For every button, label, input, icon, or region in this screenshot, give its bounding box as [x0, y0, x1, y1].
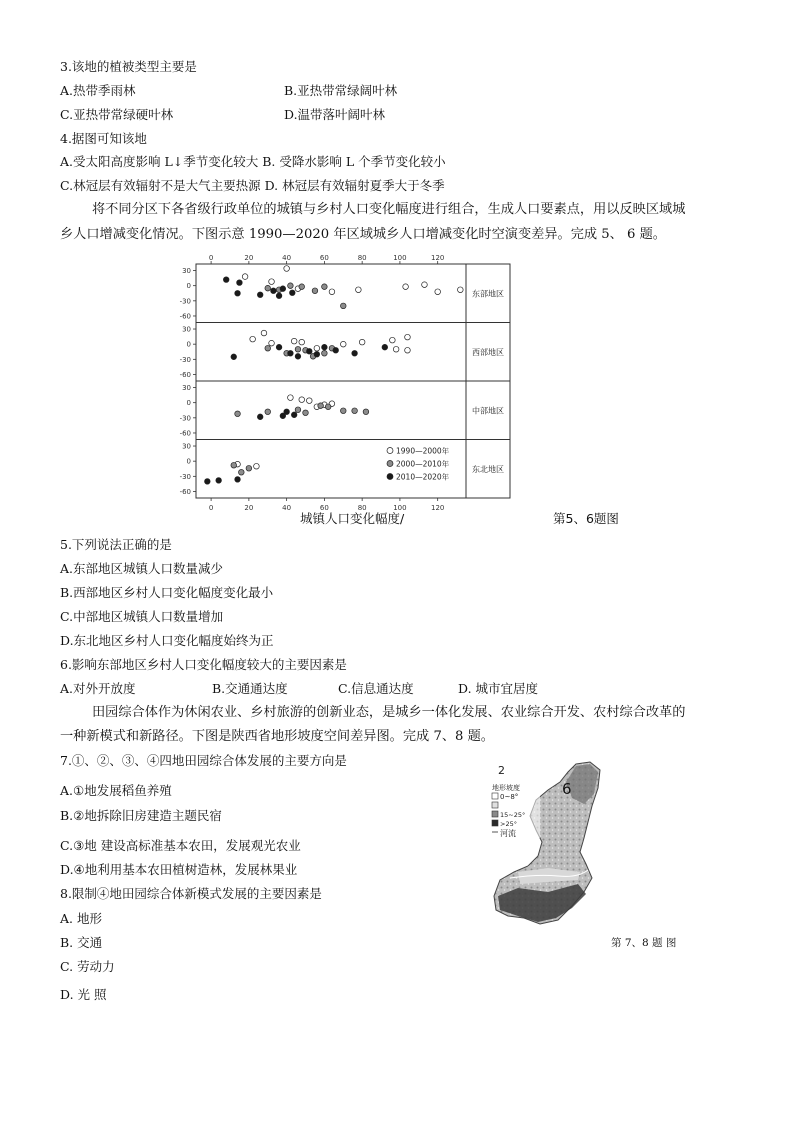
q5-option-c: C.中部地区城镇人口数量增加	[60, 609, 224, 624]
data-point	[250, 336, 256, 342]
legend-label: 1990—2000年	[396, 446, 450, 456]
q8-stem: 8.限制④地田园综合体新模式发展的主要因素是	[60, 886, 322, 901]
q6-option-a: A.对外开放度	[60, 681, 136, 696]
legend-swatch-15-25	[492, 811, 498, 817]
y-tick-label: -60	[179, 487, 191, 496]
shaanxi-slope-map-svg	[488, 760, 610, 928]
chart-caption: 第5、6题图	[553, 511, 619, 526]
legend-label-river: 河流	[500, 829, 516, 838]
data-point	[306, 348, 312, 354]
data-point	[352, 350, 358, 356]
data-point	[237, 280, 243, 286]
legend-marker	[387, 461, 393, 467]
q3-option-c: C.亚热带常绿硬叶林	[60, 107, 174, 122]
data-point	[261, 330, 267, 336]
data-point	[393, 346, 399, 352]
data-point	[295, 407, 301, 413]
data-point	[216, 478, 222, 484]
legend-swatch-25	[492, 820, 498, 826]
data-point	[265, 409, 271, 415]
data-point	[288, 395, 294, 401]
panel-label: 东部地区	[472, 289, 504, 299]
x-tick-label-top: 60	[319, 254, 329, 262]
data-point	[235, 290, 241, 296]
q6-option-b: B.交通通达度	[212, 681, 288, 696]
y-tick-label: 30	[182, 384, 191, 393]
y-tick-label: 0	[186, 399, 191, 408]
data-point	[405, 334, 411, 340]
map-caption: 第 7、8 题 图	[611, 937, 677, 949]
x-tick-label-bottom: 120	[430, 504, 445, 512]
q3-stem: 3.该地的植被类型主要是	[60, 59, 197, 74]
legend-label: 2000—2010年	[396, 459, 450, 469]
x-tick-label-bottom: 100	[393, 504, 407, 512]
data-point	[288, 283, 294, 289]
y-tick-label: -30	[179, 472, 191, 481]
data-point	[257, 292, 263, 298]
panel-label: 西部地区	[472, 347, 504, 357]
data-point	[295, 353, 301, 359]
q4-stem: 4.据图可知该地	[60, 131, 147, 146]
data-point	[242, 274, 248, 280]
y-tick-label: -30	[179, 414, 191, 423]
legend-label-0-8: 0~8°	[500, 793, 519, 801]
q3-option-d: D.温带落叶阔叶林	[284, 107, 386, 122]
y-tick-label: 0	[186, 282, 191, 291]
intro-78-line2: 一种新模式和新路径。下图是陕西省地形坡度空间差异图。完成 7、8 题。	[60, 729, 494, 744]
x-tick-label-top: 40	[282, 254, 292, 262]
q7-option-b: B.②地拆除旧房建造主题民宿	[60, 808, 222, 823]
shaanxi-slope-map	[488, 760, 610, 928]
data-point	[246, 465, 252, 471]
data-point	[363, 409, 369, 415]
q5-option-b: B.西部地区乡村人口变化幅度变化最小	[60, 585, 274, 600]
data-point	[269, 279, 275, 285]
legend-label-15-25: 15~25°	[500, 811, 526, 819]
q6-option-c: C.信息通达度	[338, 681, 414, 696]
data-point	[329, 289, 335, 295]
intro-78-line1: 田园综合体作为休闲农业、乡村旅游的创新业态，是城乡一体化发展、农业综合开发、农村综合改革的	[92, 705, 686, 720]
data-point	[231, 462, 237, 468]
data-point	[314, 351, 320, 357]
intro-56-line2: 乡人口增减变化情况。下图示意 1990—2020 年区域城乡人口增减变化时空演变差异。完成 5、 6 题。	[60, 227, 666, 242]
chart-x-label: 城镇人口变化幅度/	[300, 511, 405, 526]
data-point	[458, 287, 464, 293]
legend-swatch-0-8	[492, 793, 498, 799]
data-point	[405, 347, 411, 353]
data-point	[284, 409, 290, 415]
y-tick-label: -30	[179, 297, 191, 306]
q3-option-b: B.亚热带常绿阔叶林	[284, 83, 398, 98]
data-point	[318, 403, 324, 409]
data-point	[291, 338, 297, 344]
data-point	[314, 345, 320, 351]
legend-label: 2010—2020年	[396, 472, 450, 482]
data-point	[322, 344, 328, 350]
data-point	[235, 411, 241, 417]
data-point	[382, 344, 388, 350]
data-point	[352, 408, 358, 414]
q8-option-c: C. 劳动力	[60, 959, 115, 974]
population-change-chart	[166, 252, 512, 514]
q8-option-d: D. 光 照	[60, 987, 107, 1002]
q6-option-d: D. 城市宜居度	[458, 681, 539, 696]
data-point	[254, 463, 260, 469]
x-tick-label-top: 20	[244, 254, 254, 262]
y-tick-label: 30	[182, 442, 191, 451]
q7-option-d: D.④地利用基本农田植树造林，发展林果业	[60, 862, 298, 877]
data-point	[265, 285, 271, 291]
data-point	[312, 288, 318, 294]
data-point	[239, 469, 245, 475]
q6-stem: 6.影响东部地区乡村人口变化幅度较大的主要因素是	[60, 657, 347, 672]
data-point	[322, 284, 328, 290]
y-tick-label: 0	[186, 457, 191, 466]
data-point	[271, 288, 277, 294]
x-tick-label-bottom: 0	[208, 504, 214, 512]
data-point	[390, 337, 396, 343]
data-point	[340, 408, 346, 414]
data-point	[257, 414, 263, 420]
q8-option-b: B. 交通	[60, 935, 103, 950]
data-point	[340, 303, 346, 309]
map-marker-6: 6	[562, 780, 572, 798]
y-tick-label: 30	[182, 325, 191, 334]
x-tick-label-bottom: 20	[244, 504, 254, 512]
y-tick-label: -60	[179, 429, 191, 438]
legend-label-25: >25°	[500, 820, 517, 828]
x-tick-label-bottom: 40	[282, 504, 292, 512]
x-tick-label-top: 0	[208, 254, 214, 262]
data-point	[422, 282, 428, 288]
data-point	[269, 340, 275, 346]
data-point	[288, 350, 294, 356]
data-point	[322, 350, 328, 356]
data-point	[295, 346, 301, 352]
legend-swatch-8-15	[492, 802, 498, 808]
q5-option-a: A.东部地区城镇人口数量减少	[60, 561, 224, 576]
q7-stem: 7.①、②、③、④四地田园综合体发展的主要方向是	[60, 753, 347, 768]
x-tick-label-top: 80	[357, 254, 367, 262]
data-point	[359, 339, 365, 345]
q5-option-d: D.东北地区乡村人口变化幅度始终为正	[60, 633, 274, 648]
data-point	[205, 479, 211, 485]
data-point	[265, 345, 271, 351]
data-point	[299, 397, 305, 403]
panel-label: 东北地区	[472, 464, 504, 474]
data-point	[435, 289, 441, 295]
panel-label: 中部地区	[472, 406, 504, 416]
x-tick-label-top: 100	[393, 254, 407, 262]
y-tick-label: -60	[179, 370, 191, 379]
data-point	[284, 266, 290, 272]
map-marker-2: 2	[498, 764, 505, 777]
data-point	[276, 344, 282, 350]
q3-option-a: A.热带季雨林	[60, 83, 136, 98]
map-legend-title: 地形坡度	[492, 784, 520, 792]
legend-marker	[387, 474, 393, 480]
data-point	[299, 284, 305, 290]
data-point	[235, 477, 241, 483]
y-tick-label: 0	[186, 340, 191, 349]
q7-option-c: C.③地 建设高标准基本农田，发展观光农业	[60, 838, 301, 853]
q4-options-ab: A.受太阳高度影响 L↓季节变化较大 B. 受降水影响 L 个季节变化较小	[60, 154, 446, 169]
data-point	[333, 347, 339, 353]
data-point	[231, 354, 237, 360]
x-tick-label-top: 120	[430, 254, 445, 262]
data-point	[280, 286, 286, 292]
data-point	[403, 284, 409, 290]
q8-option-a: A. 地形	[60, 911, 102, 926]
y-tick-label: -60	[179, 312, 191, 321]
x-tick-label-bottom: 80	[357, 504, 367, 512]
data-point	[289, 290, 295, 296]
data-point	[303, 410, 309, 416]
q7-option-a: A.①地发展稻鱼养殖	[60, 783, 172, 798]
data-point	[223, 277, 229, 283]
data-point	[276, 293, 282, 299]
y-tick-label: -30	[179, 355, 191, 364]
data-point	[291, 412, 297, 418]
data-point	[356, 287, 362, 293]
intro-56-line1: 将不同分区下各省级行政单位的城镇与乡村人口变化幅度进行组合，生成人口要素点，用以反映区域城	[92, 202, 686, 217]
data-point	[306, 398, 312, 404]
data-point	[340, 341, 346, 347]
data-point	[325, 404, 331, 410]
data-point	[299, 339, 305, 345]
x-tick-label-bottom: 60	[319, 504, 329, 512]
q4-options-cd: C.林冠层有效辐射不是大气主要热源 D. 林冠层有效辐射夏季大于冬季	[60, 178, 445, 193]
y-tick-label: 30	[182, 267, 191, 276]
population-change-chart-svg	[166, 252, 512, 514]
legend-marker	[387, 448, 393, 454]
q5-stem: 5.下列说法正确的是	[60, 537, 172, 552]
